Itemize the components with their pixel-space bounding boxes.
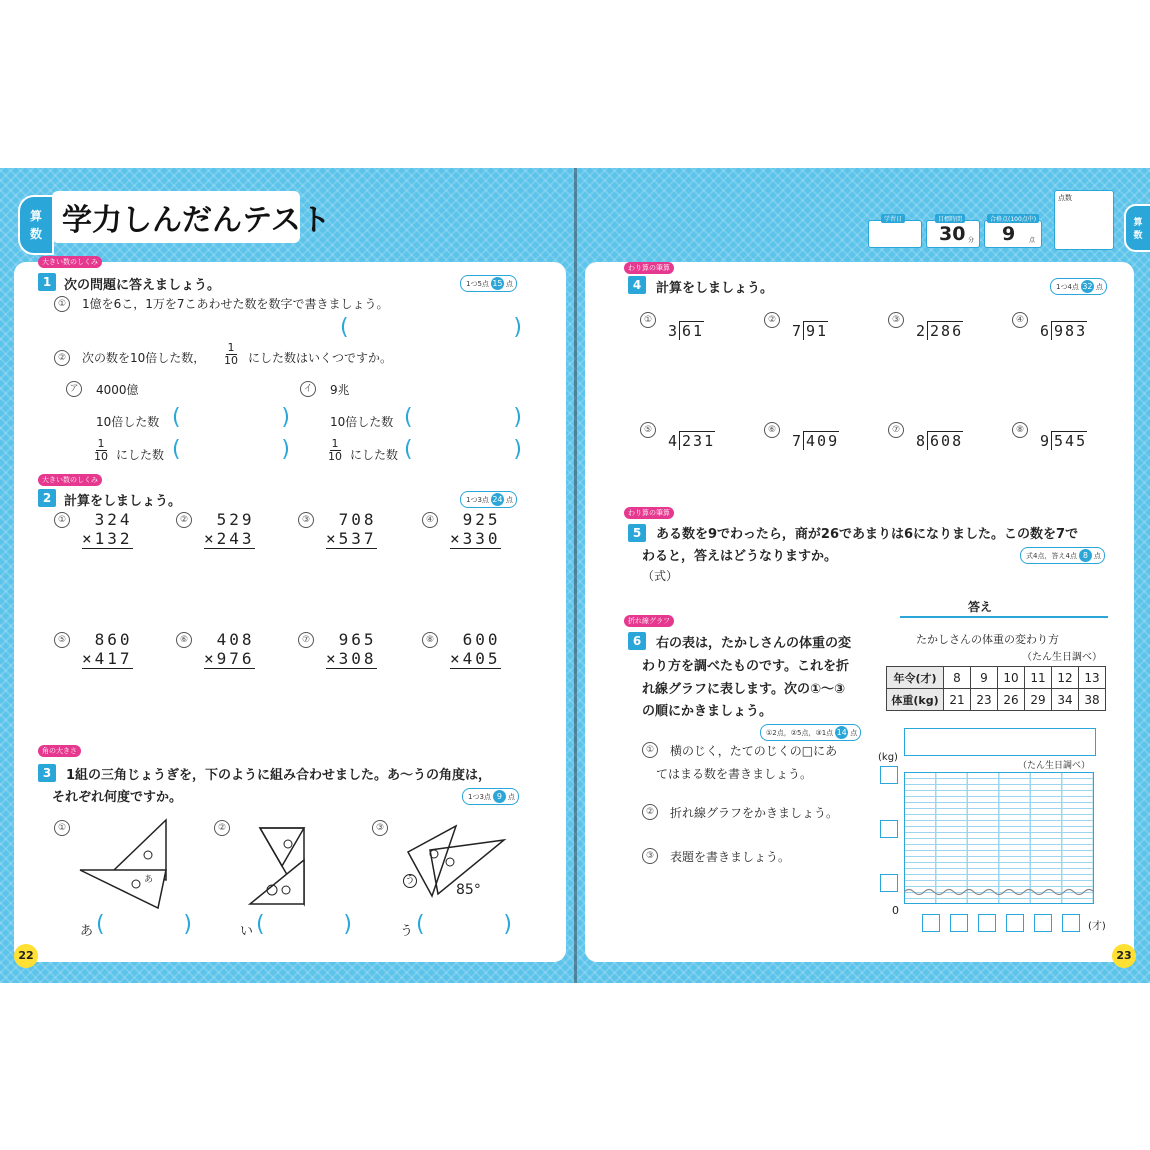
multiplicand: 965 <box>338 630 377 649</box>
q5-tag: わり算の筆算 <box>624 507 674 519</box>
table-title: たかしさんの体重の変わり方 <box>916 633 1059 646</box>
q5-answer-label: 答え <box>968 600 993 614</box>
multiplication-problem <box>204 510 255 549</box>
answer-blank[interactable]: ( ) <box>416 912 512 937</box>
subject-char: 算 <box>29 209 42 223</box>
multiplicand: 600 <box>462 630 501 649</box>
q1-row1-label: 10倍した数 <box>330 415 394 429</box>
sub-number: ア <box>66 381 82 397</box>
answer-blank[interactable]: ( ) <box>404 405 522 430</box>
subject-tab-right <box>1124 204 1150 252</box>
multiplicand: 408 <box>216 630 255 649</box>
multiplication-problem <box>450 630 501 669</box>
q3-angle-label-b: い <box>240 924 254 939</box>
multiplier: ×976 <box>204 649 255 668</box>
q6-sub1-line: 横のじく，たてのじくの□にあ <box>670 744 838 758</box>
q6-sub3-text: 表題を書きましょう。 <box>670 850 791 864</box>
pass-score-value: 9 <box>1002 223 1016 245</box>
division-problem <box>1040 432 1087 450</box>
divisor: 3 <box>668 322 680 340</box>
q6-text-line: 右の表は，たかしさんの体重の変 <box>656 636 852 651</box>
denominator: 10 <box>224 354 238 367</box>
divisor: 8 <box>916 432 928 450</box>
multiplier: ×537 <box>326 529 377 548</box>
pass-score-label: 合格点(100点中) <box>987 214 1039 223</box>
y-axis-value-box[interactable] <box>880 820 898 838</box>
score-box[interactable] <box>1054 190 1114 250</box>
table-cell: 38 <box>1079 689 1106 711</box>
answer-blank[interactable]: ( ) <box>256 912 352 937</box>
points-unit: 点 <box>505 495 513 504</box>
subject-char: 数 <box>1133 231 1143 241</box>
answer-blank[interactable]: ( ) <box>340 315 522 340</box>
multiplication-problem <box>82 510 133 549</box>
numerator: 1 <box>97 437 105 450</box>
sub-number: ② <box>214 820 230 836</box>
target-time-label: 目標時間 <box>935 214 965 223</box>
denominator: 10 <box>94 450 108 463</box>
multiplicand: 925 <box>462 510 501 529</box>
q6-points <box>760 724 861 741</box>
study-date-label: 学習日 <box>881 214 905 223</box>
division-problem <box>916 322 963 340</box>
sub-number: ⑦ <box>298 632 314 648</box>
sub-number: ① <box>54 820 70 836</box>
table-cell: 9 <box>971 667 998 689</box>
points-label: 式4点，答え4点 <box>1026 551 1077 560</box>
sub-number: ⑥ <box>764 422 780 438</box>
target-time-value: 30 <box>939 223 966 245</box>
svg-text:あ: あ <box>144 875 154 885</box>
division-problem <box>668 322 704 340</box>
graph-axis-break <box>904 886 1094 898</box>
graph-note: （たん生日調べ） <box>1018 761 1091 771</box>
target-time-box <box>926 216 980 248</box>
subject-char: 算 <box>1133 218 1143 228</box>
table-cell: 8 <box>944 667 971 689</box>
division-problem <box>1040 322 1087 340</box>
dividend: 286 <box>927 321 963 340</box>
study-date-box[interactable] <box>868 216 922 248</box>
q1-sub1-text: 1億を6こ，1万を7こあわせた数を数字で書きましょう。 <box>82 297 389 311</box>
sub-number: ③ <box>298 512 314 528</box>
divisor: 7 <box>792 322 804 340</box>
q6-sub2-text: 折れ線グラフをかきましょう。 <box>670 806 839 820</box>
table-note: （たん生日調べ） <box>1022 652 1102 663</box>
x-axis-value-box[interactable] <box>1006 914 1024 932</box>
multiplier: ×243 <box>204 529 255 548</box>
multiplicand: 860 <box>94 630 133 649</box>
q3-angle-value: 85° <box>456 882 481 898</box>
points-label: ①2点，②5点，③1点 <box>766 728 834 737</box>
points-value: 8 <box>1079 549 1092 562</box>
points-unit: 点 <box>850 728 858 737</box>
graph-grid[interactable] <box>904 772 1094 904</box>
q4-text: 計算をしましょう。 <box>656 281 774 296</box>
graph-x-unit: (才) <box>1088 921 1106 932</box>
q4-number: 4 <box>628 276 646 294</box>
multiplicand: 324 <box>94 510 133 529</box>
divisor: 9 <box>1040 432 1052 450</box>
fraction <box>94 438 108 463</box>
page-number-left: 22 <box>14 944 38 968</box>
q5-formula-label: （式） <box>642 569 679 583</box>
q1-text: 次の問題に答えましょう。 <box>64 278 221 293</box>
division-problem <box>916 432 963 450</box>
sub-number: ⑧ <box>422 632 438 648</box>
divisor: 6 <box>1040 322 1052 340</box>
q1-points <box>460 275 517 292</box>
q1-number: 1 <box>38 273 56 291</box>
multiplier: ×132 <box>82 529 133 548</box>
answer-blank[interactable]: ( ) <box>172 437 290 462</box>
q2-text: 計算をしましょう。 <box>64 494 182 509</box>
points-value: 24 <box>492 495 503 504</box>
q1-item-b: 9兆 <box>330 383 350 397</box>
points-label: 1つ4点 <box>1056 282 1079 291</box>
table-cell: 21 <box>944 689 971 711</box>
table-cell: 12 <box>1052 667 1079 689</box>
q1-row2-label: にした数 <box>350 448 399 462</box>
dividend: 409 <box>803 431 839 450</box>
pass-score-box <box>984 216 1042 248</box>
sub-number: ② <box>54 350 70 366</box>
points-value: 14 <box>836 728 847 737</box>
table-cell: 10 <box>998 667 1025 689</box>
sub-number: ② <box>642 804 658 820</box>
points-label: 1つ3点 <box>466 495 489 504</box>
multiplication-problem <box>326 510 377 549</box>
answer-blank[interactable]: ( ) <box>96 912 192 937</box>
triangle-figure-1 <box>78 818 178 910</box>
table-cell: 34 <box>1052 689 1079 711</box>
q2-number: 2 <box>38 489 56 507</box>
q3-points <box>462 788 519 805</box>
table-header-weight: 体重(kg) <box>887 689 944 711</box>
q2-tag: 大きい数のしくみ <box>38 474 102 486</box>
divisor: 4 <box>668 432 680 450</box>
sub-number: ⑤ <box>54 632 70 648</box>
multiplicand: 529 <box>216 510 255 529</box>
sub-number: ① <box>642 742 658 758</box>
q1-sub2-text-a: 次の数を10倍した数， <box>82 351 206 365</box>
sub-number: ⑥ <box>176 632 192 648</box>
target-time-unit: 分 <box>968 237 975 244</box>
q6-number: 6 <box>628 632 646 650</box>
multiplication-problem <box>326 630 377 669</box>
x-axis-value-box[interactable] <box>978 914 996 932</box>
table-row <box>887 667 1106 689</box>
division-problem <box>792 322 828 340</box>
pass-score-unit: 点 <box>1029 237 1036 244</box>
table-cell: 29 <box>1025 689 1052 711</box>
table-cell: 26 <box>998 689 1025 711</box>
q3-angle-label-c: う <box>400 924 414 939</box>
multiplication-problem <box>204 630 255 669</box>
dividend: 983 <box>1051 321 1087 340</box>
answer-blank[interactable]: ( ) <box>172 405 290 430</box>
sub-number: ⑧ <box>1012 422 1028 438</box>
q3-text: 1組の三角じょうぎを，下のように組み合わせました。あ～うの角度は， <box>66 768 492 783</box>
multiplier: ×405 <box>450 649 501 668</box>
points-label: 1つ3点 <box>468 792 491 801</box>
q3-text-2: それぞれ何度ですか。 <box>52 790 183 805</box>
sub-number: ⑤ <box>640 422 656 438</box>
q5-number: 5 <box>628 524 646 542</box>
sub-number: ① <box>54 512 70 528</box>
points-label: 1つ5点 <box>466 279 489 288</box>
table-row <box>887 689 1106 711</box>
q1-row2-label: にした数 <box>116 448 165 462</box>
q5-text-2: わると，答えはどうなりますか。 <box>642 549 838 564</box>
sub-number: ② <box>176 512 192 528</box>
multiplication-problem <box>450 510 501 549</box>
multiplier: ×417 <box>82 649 133 668</box>
dividend: 91 <box>803 321 828 340</box>
table-header-age: 年令(才) <box>887 667 944 689</box>
q6-text-line: れ線グラフに表します。次の①～③ <box>642 682 845 697</box>
division-problem <box>668 432 715 450</box>
subject-badge <box>18 195 54 255</box>
sub-number: ② <box>764 312 780 328</box>
dividend: 61 <box>679 321 704 340</box>
q6-text-line: の順にかきましょう。 <box>642 704 773 719</box>
q1-tag: 大きい数のしくみ <box>38 256 102 268</box>
q6-tag: 折れ線グラフ <box>624 615 674 627</box>
q1-row1-label: 10倍した数 <box>96 415 160 429</box>
numerator: 1 <box>331 437 339 450</box>
dividend: 545 <box>1051 431 1087 450</box>
q5-points <box>1020 547 1105 564</box>
multiplier: ×308 <box>326 649 377 668</box>
graph-title-input[interactable] <box>904 728 1096 756</box>
q4-tag: わり算の筆算 <box>624 262 674 274</box>
x-axis-value-box[interactable] <box>1062 914 1080 932</box>
points-unit: 点 <box>1095 282 1103 291</box>
y-axis-value-box[interactable] <box>880 766 898 784</box>
x-axis-value-box[interactable] <box>922 914 940 932</box>
q3-number: 3 <box>38 764 56 782</box>
graph-y-unit: (kg) <box>878 752 898 763</box>
q2-points <box>460 491 517 508</box>
points-unit: 点 <box>507 792 515 801</box>
divisor: 2 <box>916 322 928 340</box>
sub-number: ④ <box>1012 312 1028 328</box>
page-number-right: 23 <box>1112 944 1136 968</box>
table-cell: 11 <box>1025 667 1052 689</box>
q6-sub1-line: てはまる数を書きましょう。 <box>656 767 813 781</box>
q1-item-a: 4000億 <box>96 383 139 397</box>
graph-origin: 0 <box>892 904 899 917</box>
multiplier: ×330 <box>450 529 501 548</box>
sub-number: イ <box>300 381 316 397</box>
sub-number: ③ <box>372 820 388 836</box>
numerator: 1 <box>227 341 235 354</box>
weight-table <box>886 666 1106 711</box>
subject-char: 数 <box>29 227 42 241</box>
q6-text-line: わり方を調べたものです。これを折 <box>642 659 849 674</box>
q3-angle-label-a: あ <box>80 924 94 939</box>
dividend: 231 <box>679 431 715 450</box>
sub-number: ⑦ <box>888 422 904 438</box>
page-title: 学力しんだんテスト <box>52 191 300 243</box>
y-axis-value-box[interactable] <box>880 874 898 892</box>
q3-tag: 角の大きさ <box>38 745 81 757</box>
dividend: 608 <box>927 431 963 450</box>
points-value: 15 <box>492 279 503 288</box>
score-label: 点数 <box>1058 194 1072 202</box>
q1-sub2-text-b: にした数はいくつですか。 <box>248 351 393 365</box>
q4-points <box>1050 278 1107 295</box>
x-axis-value-box[interactable] <box>950 914 968 932</box>
points-value: 9 <box>493 790 506 803</box>
sub-number: ① <box>54 296 70 312</box>
q3-angle-label-c-small: う <box>405 875 415 886</box>
sub-number: ④ <box>422 512 438 528</box>
triangle-figure-2 <box>246 824 316 908</box>
x-axis-value-box[interactable] <box>1034 914 1052 932</box>
fraction <box>224 342 238 367</box>
sub-number: ① <box>640 312 656 328</box>
fraction <box>328 438 342 463</box>
sub-number: ③ <box>642 848 658 864</box>
book-gutter <box>574 168 577 983</box>
multiplicand: 708 <box>338 510 377 529</box>
division-problem <box>792 432 839 450</box>
points-value: 32 <box>1082 282 1093 291</box>
q5-answer-line[interactable] <box>900 616 1108 618</box>
answer-blank[interactable]: ( ) <box>404 437 522 462</box>
q5-text: ある数を9でわったら，商が26であまりは6になりました。この数を7で <box>656 527 1079 542</box>
points-unit: 点 <box>1093 551 1101 560</box>
multiplication-problem <box>82 630 133 669</box>
table-cell: 13 <box>1079 667 1106 689</box>
points-unit: 点 <box>505 279 513 288</box>
table-cell: 23 <box>971 689 998 711</box>
sub-number: ③ <box>888 312 904 328</box>
divisor: 7 <box>792 432 804 450</box>
denominator: 10 <box>328 450 342 463</box>
